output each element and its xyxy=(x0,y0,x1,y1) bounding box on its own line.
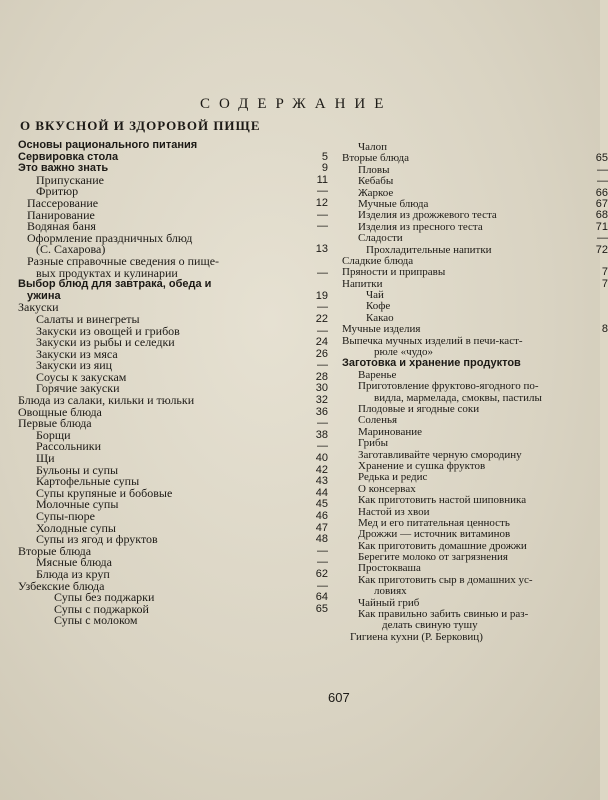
toc-entry-title: Редька и редис xyxy=(358,471,428,484)
toc-entry-page: 43 xyxy=(315,475,328,488)
toc-entry-title: Борщи xyxy=(36,427,71,442)
toc-entry-title: Панирование xyxy=(27,207,95,222)
toc-entry-title: О консервах xyxy=(358,482,416,495)
toc-entry-page: — xyxy=(317,556,328,569)
toc-entry-title: Мучные блюда xyxy=(358,197,429,210)
toc-entry-page: 32 xyxy=(315,394,328,407)
toc-entry-title: Какао xyxy=(366,311,394,324)
toc-entry-title: Сладкие блюда xyxy=(342,254,414,267)
toc-entry-title: Грибы xyxy=(358,437,389,450)
toc-entry-title: Варенье xyxy=(358,368,397,381)
toc-entry-title: Как правильно забить свинью и раз- xyxy=(358,608,529,621)
toc-entry-title: Пассерование xyxy=(27,195,99,210)
toc-entry-page: 12 xyxy=(315,196,328,209)
toc-entry xyxy=(338,495,600,506)
toc-entry xyxy=(338,529,600,540)
toc-entry-title: Кебабы xyxy=(358,175,394,188)
toc-entry-page: 5 xyxy=(321,150,328,163)
toc-entry-page: 64 xyxy=(315,591,328,604)
toc-entry-title: Пловы xyxy=(358,163,390,176)
toc-entry-page: 62 xyxy=(315,567,328,580)
toc-entry xyxy=(0,592,340,604)
toc-entry-title: Сладости xyxy=(358,232,403,245)
toc-entry-title: рюле «чудо» xyxy=(374,346,434,359)
toc-entry-page: — xyxy=(317,359,328,372)
toc-entry-page: 36 xyxy=(315,405,328,418)
toc-entry xyxy=(338,586,600,597)
toc-entry xyxy=(338,232,608,245)
toc-entry xyxy=(338,175,608,188)
toc-entry-title: Приготовление фруктово-ягодного по- xyxy=(358,380,539,393)
toc-entry-title: Супы без поджарки xyxy=(54,590,155,605)
toc-entry xyxy=(338,632,600,643)
toc-entry-page: 65 xyxy=(595,152,608,165)
toc-entry-page: 66 xyxy=(595,186,608,199)
toc-entry xyxy=(338,472,600,483)
toc-entry-page: 19 xyxy=(315,289,328,302)
toc-entry-title: Вторые блюда xyxy=(18,543,92,558)
toc-entry-title: Основы рационального питания xyxy=(18,139,198,151)
toc-entry-title: Рассольники xyxy=(36,439,102,454)
toc-entry-title: Щи xyxy=(36,451,55,466)
toc-entry-title: Закуски xyxy=(18,300,59,315)
toc-entry-page: 65 xyxy=(315,602,328,615)
toc-column-left xyxy=(0,140,340,710)
toc-entry xyxy=(0,578,340,593)
toc-entry-page: 47 xyxy=(315,521,328,534)
toc-entry-title: Блюда из салаки, кильки и тюльки xyxy=(18,393,195,408)
toc-entry-title: Изделия из пресного теста xyxy=(358,220,483,233)
toc-entry-page: 9 xyxy=(321,162,328,175)
toc-entry-title: Чай xyxy=(366,289,384,302)
toc-entry xyxy=(338,381,600,392)
toc-entry-title: Плодовые и ягодные соки xyxy=(358,402,480,415)
toc-entry-title: Салаты и винегреты xyxy=(36,311,140,326)
toc-entry-title: Соусы к закускам xyxy=(36,369,127,384)
toc-entry-title: Настой из хвои xyxy=(358,505,430,518)
toc-entry-title: Вторые блюда xyxy=(342,152,409,165)
toc-entry-title: Как приготовить сыр в домашних ус- xyxy=(358,573,533,586)
toc-entry-title: Выпечка мучных изделий в печи-каст- xyxy=(342,334,523,347)
toc-entry-title: Простокваша xyxy=(358,562,421,575)
toc-entry-title: Супы крупяные и бобовые xyxy=(36,485,173,500)
toc-entry-title: вых продуктах и кулинарии xyxy=(36,265,178,280)
toc-entry-title: Соленья xyxy=(358,414,398,427)
toc-entry-title: Заготовка и хранение продуктов xyxy=(342,357,521,370)
toc-entry-page: — xyxy=(317,208,328,221)
toc-entry-title: Дрожжи — источник витаминов xyxy=(358,528,511,541)
toc-entry-title: Горячие закуски xyxy=(36,381,120,396)
toc-entry-title: Хранение и сушка фруктов xyxy=(358,459,486,472)
toc-entry-page: — xyxy=(317,440,328,453)
toc-entry-title: ужина xyxy=(27,289,61,302)
toc-entry-title: Бульоны и супы xyxy=(36,462,119,477)
toc-entry-page: 28 xyxy=(315,370,328,383)
toc-entry-title: Маринование xyxy=(358,425,423,438)
toc-entry-page: — xyxy=(317,579,328,592)
toc-entry-title: Припускание xyxy=(36,172,104,187)
toc-entry-page: — xyxy=(317,220,328,233)
toc-entry-title: Картофельные супы xyxy=(36,474,140,489)
toc-entry-page: 30 xyxy=(315,382,328,395)
toc-entry-page: 45 xyxy=(315,498,328,511)
toc-entry-page: 48 xyxy=(315,533,328,546)
toc-entry-title: Это важно знать xyxy=(18,162,109,175)
toc-entry-title: Гигиена кухни (Р. Берковиц) xyxy=(350,630,483,643)
toc-entry-title: Заготавливайте черную смородину xyxy=(358,448,522,461)
toc-entry-title: Супы из ягод и фруктов xyxy=(36,532,158,547)
toc-entry-title: Мясные блюда xyxy=(36,555,112,570)
toc-entry-title: Кофе xyxy=(366,300,391,313)
toc-entry-title: Пряности и приправы xyxy=(342,266,446,279)
toc-entry-page: 13 xyxy=(315,243,328,256)
toc-entry-title: Оформление праздничных блюд xyxy=(27,230,193,245)
toc-entry-title: Закуски из яиц xyxy=(36,358,113,373)
toc-entry-title: Холодные супы xyxy=(36,520,116,535)
toc-entry-page: — xyxy=(317,417,328,430)
toc-entry-title: Берегите молоко от загрязнения xyxy=(358,551,508,564)
toc-entry-page: 7 xyxy=(601,277,608,290)
toc-entry-title: ловиях xyxy=(374,585,407,598)
toc-column-right xyxy=(338,141,608,687)
toc-entry-page: 72 xyxy=(595,243,608,256)
toc-entry-title: Водяная баня xyxy=(27,219,96,234)
toc-entry-title: делать свиную тушу xyxy=(382,619,478,632)
toc-entry-page: — xyxy=(317,266,328,279)
toc-entry-page: 26 xyxy=(315,347,328,360)
page-number: 607 xyxy=(328,690,350,705)
toc-entry xyxy=(0,140,340,152)
toc-entry-title: видла, мармелада, смоквы, пастилы xyxy=(374,391,542,404)
toc-entry-title: Прохладительные напитки xyxy=(366,243,492,256)
toc-entry-page: 71 xyxy=(595,220,608,233)
toc-entry-page: — xyxy=(317,544,328,557)
book-title: О ВКУСНОЙ И ЗДОРОВОЙ ПИЩЕ xyxy=(20,118,261,133)
toc-entry-title: Супы-пюре xyxy=(36,509,95,523)
contents-heading: СОДЕРЖАНИЕ xyxy=(200,96,393,112)
toc-entry-page: — xyxy=(597,163,608,176)
toc-entry-page: 38 xyxy=(315,428,328,441)
toc-entry-title: Блюда из круп xyxy=(36,566,110,581)
toc-entry-page: — xyxy=(597,232,608,245)
toc-entry-title: Выбор блюд для завтрака, обеда и xyxy=(18,278,212,291)
toc-entry-title: Молочные супы xyxy=(36,497,119,512)
toc-entry xyxy=(0,279,340,291)
toc-entry-page: 42 xyxy=(315,463,328,476)
toc-entry xyxy=(0,601,340,616)
toc-entry xyxy=(338,323,608,336)
toc-entry-title: Изделия из дрожжевого теста xyxy=(358,209,497,222)
toc-entry-page: 44 xyxy=(315,486,328,499)
toc-entry-title: Фритюр xyxy=(36,184,79,199)
toc-entry-page: 24 xyxy=(315,336,328,349)
toc-entry-title: Мучные изделия xyxy=(342,323,421,336)
toc-entry-page: 40 xyxy=(315,452,328,465)
toc-entry-page: 67 xyxy=(595,197,608,210)
toc-entry-page: 11 xyxy=(316,173,328,186)
toc-entry-title: (С. Сахарова) xyxy=(36,242,106,257)
toc-entry-title: Супы с молоком xyxy=(54,613,138,628)
toc-entry-title: Разные справочные сведения о пище- xyxy=(27,253,220,268)
toc-entry-title: Чайный гриб xyxy=(358,596,420,609)
toc-entry-title: Напитки xyxy=(342,277,383,290)
toc-entry-page: 22 xyxy=(315,312,328,325)
toc-entry-page: — xyxy=(317,185,328,198)
toc-entry-page: 8 xyxy=(601,323,608,336)
toc-entry-title: Как приготовить настой шиповника xyxy=(358,494,527,507)
toc-entry-title: Мед и его питательная ценность xyxy=(358,516,510,529)
toc-entry-title: Первые блюда xyxy=(18,416,92,431)
toc-entry-title: Закуски из мяса xyxy=(36,346,118,361)
toc-entry-title: Супы с поджаркой xyxy=(54,601,149,616)
toc-entry-page: 7 xyxy=(601,266,608,279)
toc-entry-title: Как приготовить домашние дрожжи xyxy=(358,539,527,552)
toc-entry xyxy=(0,615,340,627)
toc-entry-page: 46 xyxy=(315,510,328,522)
toc-entry-page: — xyxy=(597,175,608,188)
toc-entry-title: Закуски из рыбы и селедки xyxy=(36,335,175,350)
toc-entry-title: Сервировка стола xyxy=(18,150,119,163)
toc-entry-title: Узбекские блюда xyxy=(18,578,105,593)
toc-entry xyxy=(338,266,608,279)
toc-entry-page: 68 xyxy=(595,209,608,222)
toc-entry-title: Жаркое xyxy=(358,186,394,199)
toc-entry-page: — xyxy=(317,301,328,314)
toc-entry-title: Закуски из овощей и грибов xyxy=(36,323,180,338)
toc-entry-page: — xyxy=(317,324,328,337)
toc-entry xyxy=(338,438,600,449)
toc-entry-title: Овощные блюда xyxy=(18,404,102,419)
toc-entry-title: Чалоп xyxy=(358,141,388,153)
